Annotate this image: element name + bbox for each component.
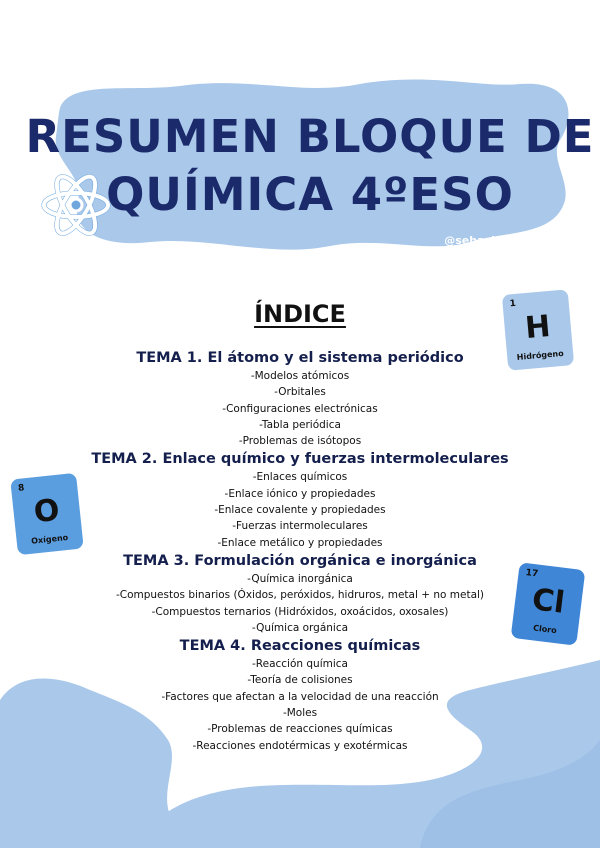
atomic-number: 17 [524,568,539,580]
atomic-number: 8 [17,483,25,494]
element-name: Cloro [532,623,558,636]
toc-item: -Configuraciones electrónicas [222,402,378,415]
toc-item: -Teoría de colisiones [247,674,353,687]
toc-item: -Enlace covalente y propiedades [214,504,386,517]
toc-item: -Orbitales [274,386,326,399]
element-tile-hydrogen [502,289,574,370]
toc-item: -Tabla periódica [259,418,341,431]
tema-title: TEMA 4. Reacciones químicas [179,638,421,655]
tema-section [0,636,600,754]
toc-item: -Compuestos ternarios (Hidróxidos, oxoácidos, oxosales) [151,605,449,618]
index-heading: ÍNDICE [254,300,346,328]
toc-item: -Enlaces químicos [252,471,348,484]
toc-item: -Reacciones endotérmicas y exotérmicas [192,739,408,752]
toc-item: -Factores que afectan a la velocidad de una reacción [161,690,439,703]
toc-item: -Fuerzas intermoleculares [232,520,368,533]
toc-item: -Compuestos binarios (Óxidos, peróxidos, hidruros, metal + no metal) [115,589,485,602]
toc-item: -Moles [282,707,318,720]
tema-section [0,449,600,550]
toc-item: -Problemas de reacciones químicas [207,723,393,736]
element-tile-chlorine [511,562,586,645]
element-tile-oxygen [10,473,84,555]
table-of-contents [0,348,600,754]
title-line-1: RESUMEN BLOQUE DE [25,110,595,163]
toc-item: -Química orgánica [251,621,349,634]
tema-title: TEMA 2. Enlace químico y fuerzas intermoleculares [91,451,509,468]
toc-item: -Modelos atómicos [250,370,350,382]
element-symbol: O [32,492,62,531]
element-symbol: Cl [530,582,567,621]
toc-item: -Problemas de isótopos [238,435,362,448]
toc-item: -Enlace metálico y propiedades [217,536,383,549]
element-name: Oxígeno [30,532,69,546]
toc-item: -Química inorgánica [247,572,353,585]
title-line-2: QUÍMICA 4ºESO [106,168,514,221]
toc-item: -Enlace iónico y propiedades [224,487,376,500]
author-handle: @sebashob3 [444,234,522,247]
toc-item: -Reacción química [252,658,348,671]
atomic-number: 1 [509,298,517,310]
element-symbol: H [523,308,552,347]
element-name: Hidrógeno [516,348,564,362]
tema-title: TEMA 3. Formulación orgánica e inorgánica [123,552,477,569]
tema-section [0,551,600,636]
tema-title: TEMA 1. El átomo y el sistema periódico [136,350,464,366]
header-blob [56,79,569,249]
